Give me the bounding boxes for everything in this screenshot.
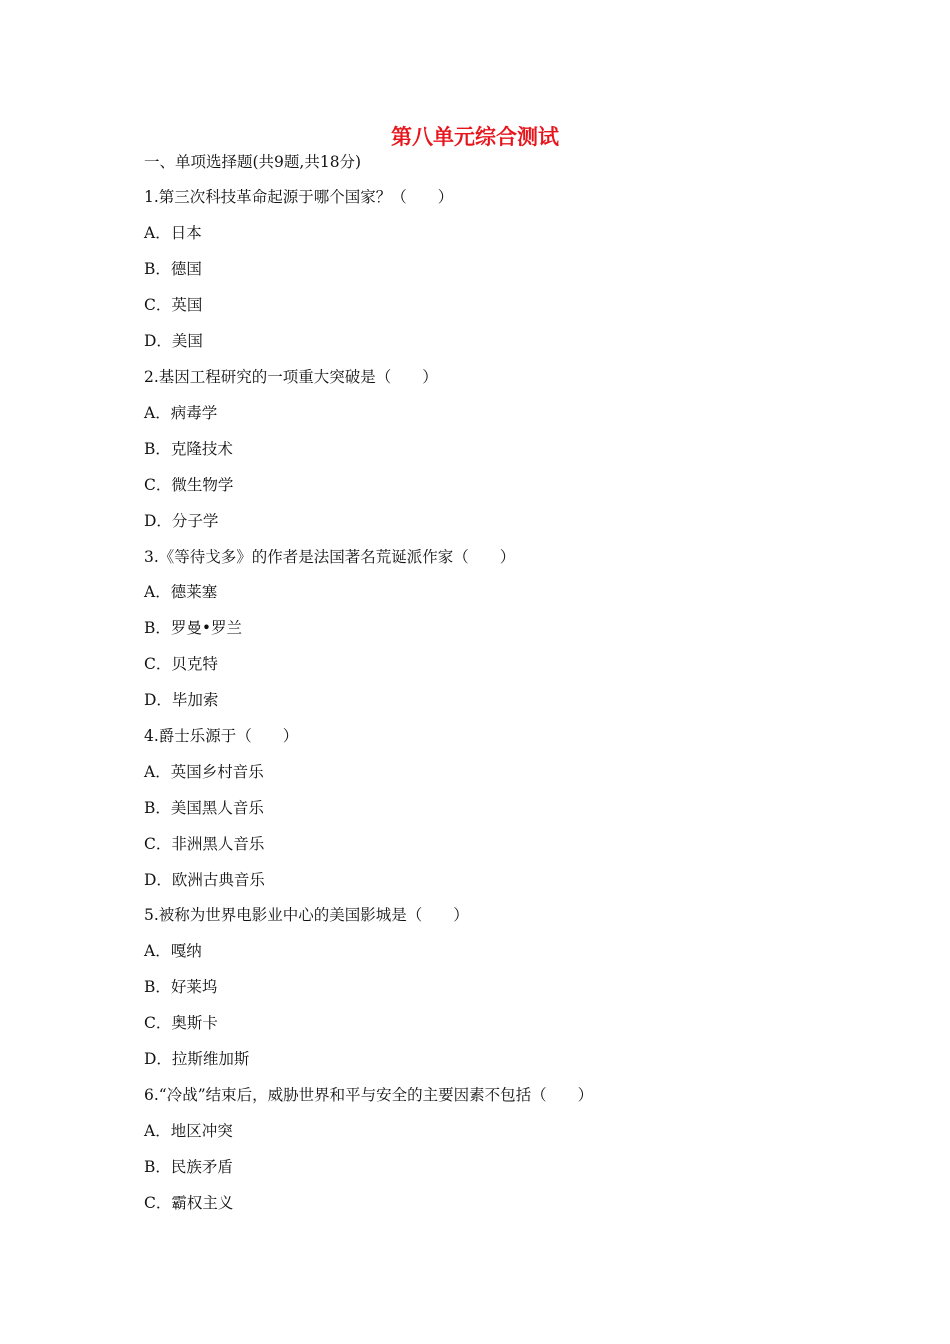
question-option: C．微生物学 — [144, 476, 234, 494]
question-stem: 5.被称为世界电影业中心的美国影城是（ ） — [144, 906, 469, 924]
section-heading: 一、单项选择题(共9题,共18分) — [144, 153, 362, 171]
question-option: A．地区冲突 — [144, 1122, 233, 1140]
question-stem: 3.《等待戈多》的作者是法国著名荒诞派作家（ ） — [144, 548, 516, 566]
question-option: C．奥斯卡 — [144, 1014, 218, 1032]
question-option: C．非洲黑人音乐 — [144, 835, 265, 853]
question-stem: 4.爵士乐源于（ ） — [144, 727, 299, 745]
question-option: B．美国黑人音乐 — [144, 799, 264, 817]
question-option: C．英国 — [144, 296, 203, 314]
question-stem: 1.第三次科技革命起源于哪个国家？（ ） — [144, 188, 454, 206]
question-stem: 2.基因工程研究的一项重大突破是（ ） — [144, 368, 438, 386]
question-option: A．日本 — [144, 224, 202, 242]
question-option: D．欧洲古典音乐 — [144, 871, 265, 889]
question-option: B．罗曼•罗兰 — [144, 619, 243, 637]
question-option: D．毕加索 — [144, 691, 219, 709]
question-option: D．拉斯维加斯 — [144, 1050, 250, 1068]
page-title: 第八单元综合测试 — [391, 125, 559, 149]
question-option: A．嘎纳 — [144, 942, 202, 960]
question-option: B．克隆技术 — [144, 440, 233, 458]
question-option: A．德莱塞 — [144, 583, 218, 601]
question-option: B．民族矛盾 — [144, 1158, 233, 1176]
question-option: B．德国 — [144, 260, 202, 278]
question-option: A．病毒学 — [144, 404, 218, 422]
question-option: C．贝克特 — [144, 655, 218, 673]
question-option: D．分子学 — [144, 512, 219, 530]
question-option: B．好莱坞 — [144, 978, 218, 996]
question-option: C．霸权主义 — [144, 1194, 234, 1212]
question-option: D．美国 — [144, 332, 203, 350]
question-option: A．英国乡村音乐 — [144, 763, 264, 781]
question-stem: 6.“冷战”结束后，威胁世界和平与安全的主要因素不包括（ ） — [144, 1086, 594, 1104]
